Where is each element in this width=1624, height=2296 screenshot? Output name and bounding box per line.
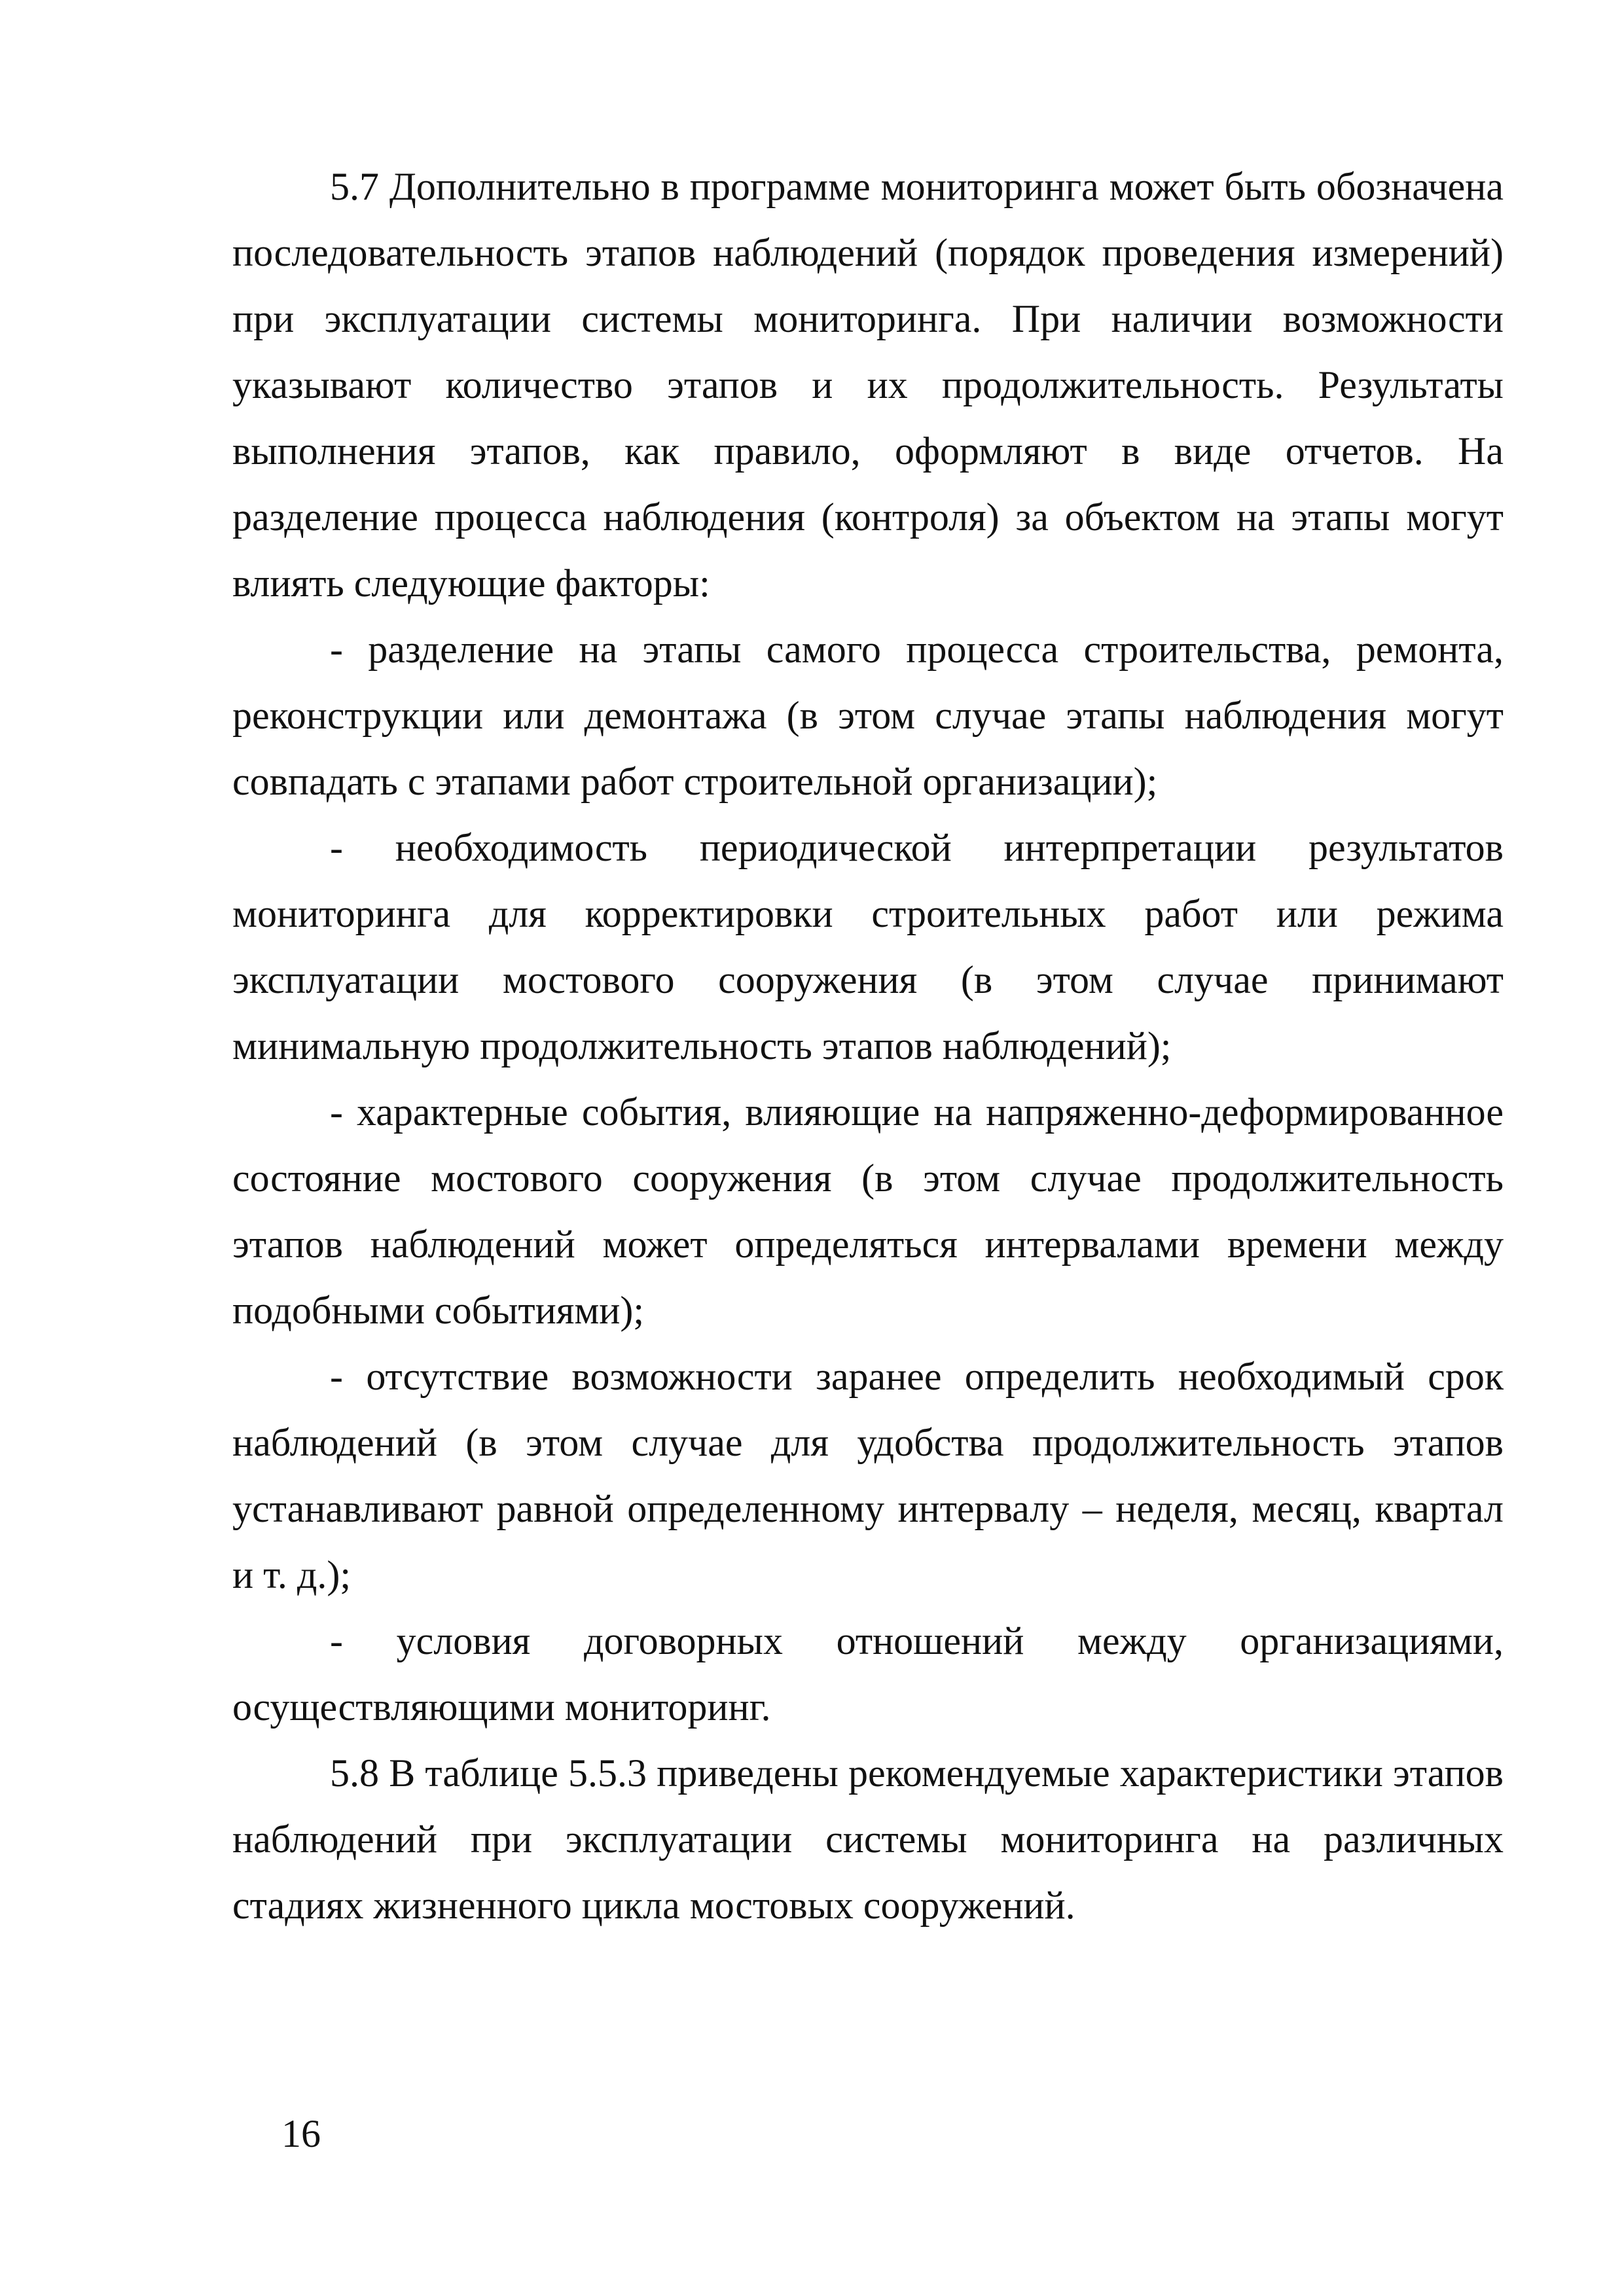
list-item-periodic-interpretation: - необходимость периодической интерпретации результатов мониторинга для корректировки строительных работ или режима эксплуатации мостового сооружения (в этом случае принимают минимальную продолжительность этапов наблюдений); — [232, 826, 1504, 1067]
list-item-contract-conditions: - условия договорных отношений между организациями, осуществляющими мониторинг. — [232, 1619, 1504, 1729]
list-item-construction-stages: - разделение на этапы самого процесса строительства, ремонта, реконструкции или демонтажа (в этом случае этапы наблюдения могут совпадать с этапами работ строительной организации); — [232, 628, 1504, 803]
paragraph-5-7: 5.7 Дополнительно в программе мониторинга может быть обозначена последовательность этапов наблюдений (порядок проведения измерений) при эксплуатации системы мониторинга. При наличии возможности указывают количество этапов и их продолжительность. Результаты выполнения этапов, как правило, оформляют в виде отчетов. На разделение процесса наблюдения (контроля) за объектом на этапы могут влиять следующие факторы: — [232, 165, 1504, 605]
document-body — [232, 154, 1504, 1939]
paragraph-5-8: 5.8 В таблице 5.5.3 приведены рекомендуемые характеристики этапов наблюдений при эксплуатации системы мониторинга на различных стадиях жизненного цикла мостовых сооружений. — [232, 1751, 1504, 1927]
page-number: 16 — [281, 2112, 321, 2155]
list-item-unknown-duration: - отсутствие возможности заранее определить необходимый срок наблюдений (в этом случае для удобства продолжительность этапов устанавливают равной определенному интервалу – неделя, месяц, квартал и т. д.); — [232, 1355, 1504, 1596]
list-item-characteristic-events: - характерные события, влияющие на напряженно-деформированное состояние мостового сооружения (в этом случае продолжительность этапов наблюдений может определяться интервалами времени между подобными событиями); — [232, 1090, 1504, 1332]
